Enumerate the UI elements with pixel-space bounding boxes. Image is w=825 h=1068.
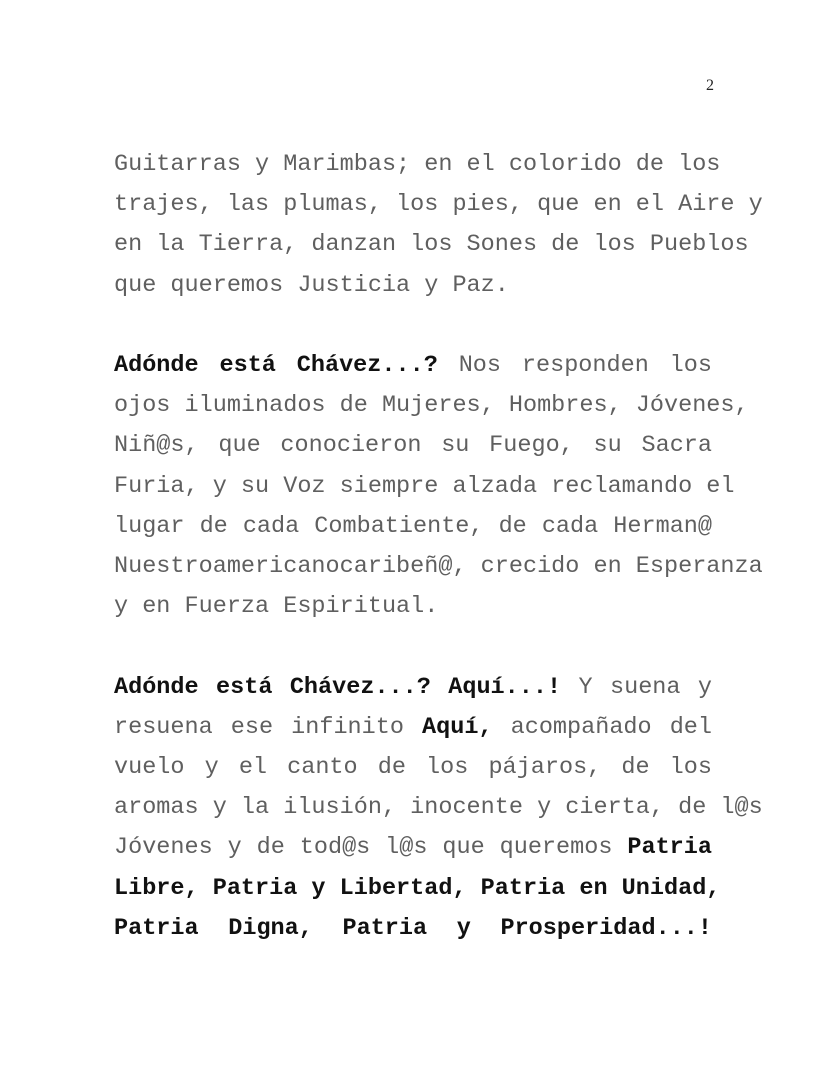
text-line <box>114 708 712 748</box>
document-body <box>114 145 763 949</box>
text-line: vuelo y el canto de los pájaros, de los <box>114 754 712 782</box>
text-fragment: Jóvenes y de tod@s l@s que queremos <box>114 834 613 862</box>
text-line: Libre, Patria y Libertad, Patria en Unidad, <box>114 874 721 902</box>
bold-question: Adónde está Chávez...? Aquí...! <box>114 673 562 701</box>
text-line: Nuestroamericanocaribeñ@, crecido en Esperanza <box>114 553 763 581</box>
paragraph-spacer <box>114 306 712 346</box>
text-line: Patria Digna, Patria y Prosperidad...! <box>114 914 712 942</box>
bold-word: Aquí, <box>422 713 493 741</box>
text-line: en la Tierra, danzan los Sones de los Pueblos <box>114 231 749 259</box>
page-number: 2 <box>706 77 714 94</box>
paragraph-2 <box>114 346 763 627</box>
text-line: Furia, y su Voz siempre alzada reclamando el <box>114 472 735 500</box>
text-line: y en Fuerza Espiritual. <box>114 593 439 621</box>
paragraph-spacer <box>114 627 712 667</box>
text-line: Niñ@s, que conocieron su Fuego, su Sacra <box>114 432 712 460</box>
text-line: trajes, las plumas, los pies, que en el Aire y <box>114 191 763 219</box>
text-line <box>114 668 712 708</box>
text-line <box>114 828 712 868</box>
paragraph-1 <box>114 145 763 306</box>
text-fragment: resuena ese infinito <box>114 713 404 741</box>
text-line: lugar de cada Combatiente, de cada Herman@ <box>114 512 712 540</box>
text-line: Guitarras y Marimbas; en el colorido de los <box>114 151 721 178</box>
text-fragment: Y suena y <box>578 673 713 701</box>
text-line: ojos iluminados de Mujeres, Hombres, Jóvenes, <box>114 392 749 420</box>
text-line: que queremos Justicia y Paz. <box>114 271 509 299</box>
paragraph-3 <box>114 668 763 949</box>
text-line: aromas y la ilusión, inocente y cierta, de l@s <box>114 794 763 822</box>
text-fragment: acompañado del <box>510 713 712 741</box>
bold-word: Patria <box>627 834 712 862</box>
text-fragment: Nos responden los <box>458 352 712 379</box>
bold-question: Adónde está Chávez...? <box>114 352 438 379</box>
text-line <box>114 346 712 386</box>
